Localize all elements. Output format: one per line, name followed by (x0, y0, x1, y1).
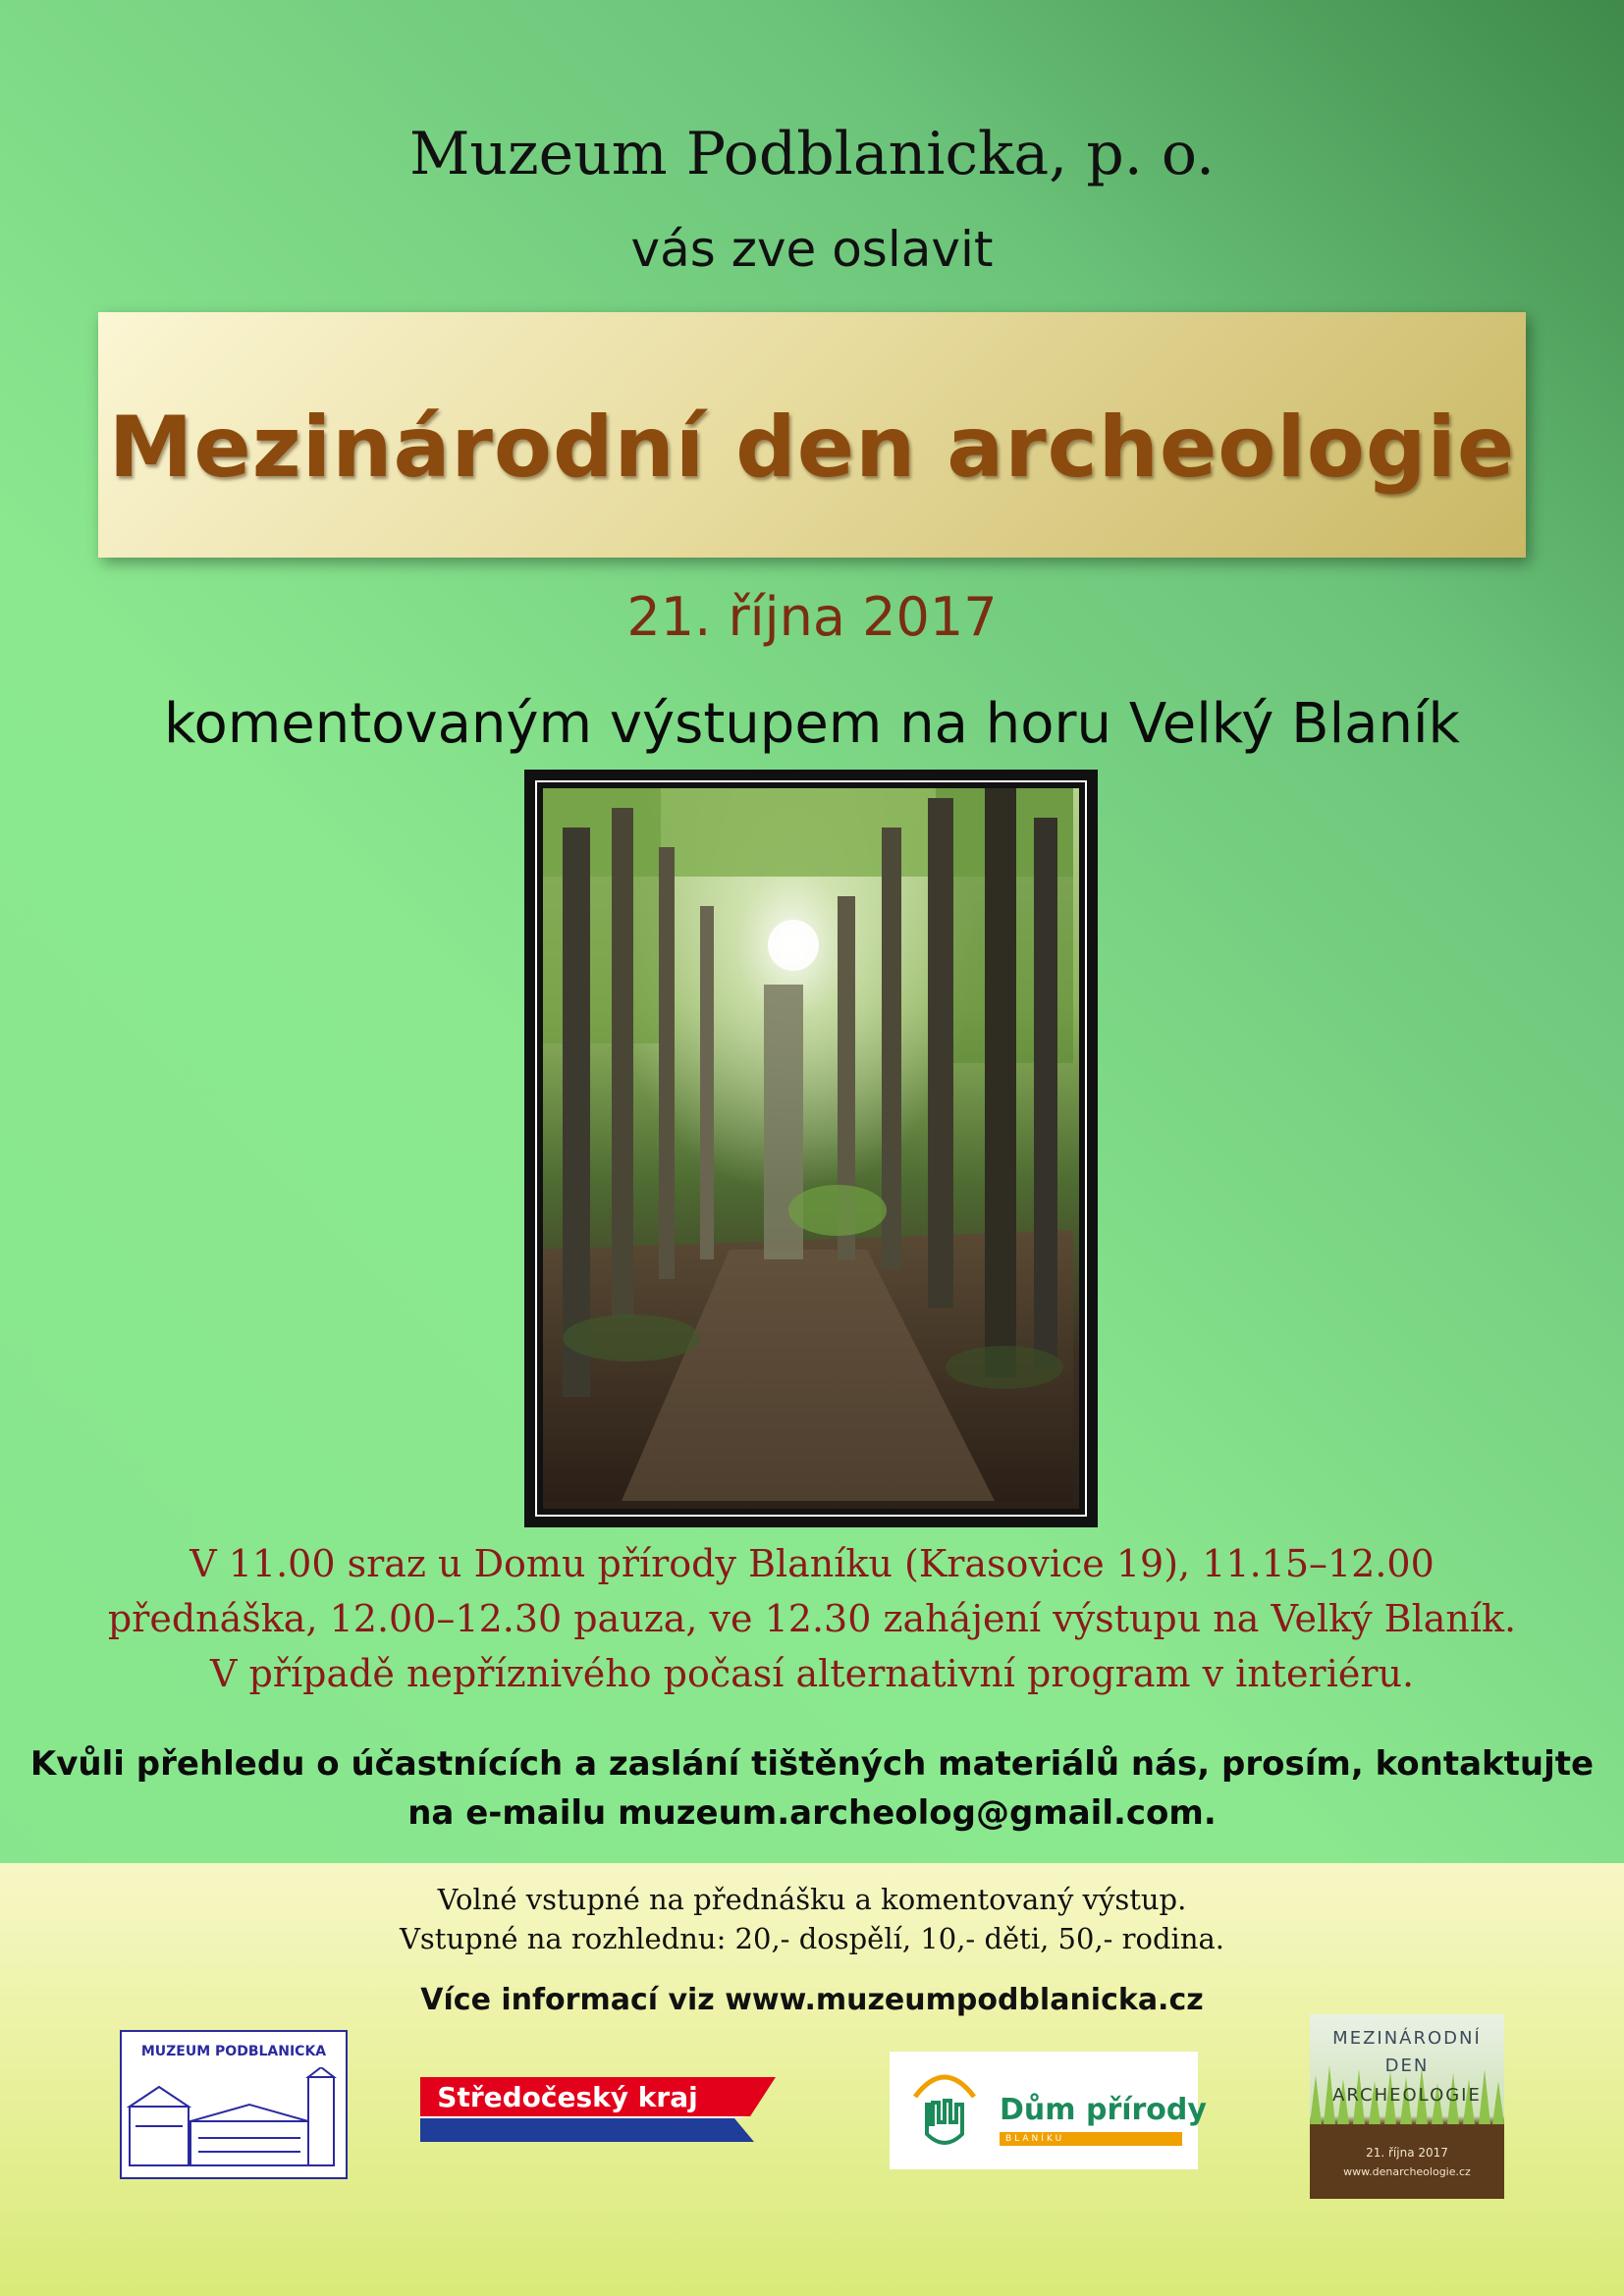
forest-photo-border (535, 780, 1087, 1517)
program-line: V 11.00 sraz u Domu přírody Blaníku (Krasovice 19), 11.15–12.00 (189, 1542, 1435, 1585)
contact-line: na e-mailu muzeum.archeolog@gmail.com. (407, 1793, 1217, 1833)
nature-house-subtext: BLANÍKU (1000, 2132, 1182, 2146)
contact-line: Kvůli přehledu o účastnících a zaslání tištěných materiálů nás, prosím, kontaktujte (29, 1744, 1595, 1784)
admission-info (0, 1880, 1624, 1958)
nature-house-logo (890, 2052, 1207, 2169)
archaeology-logo-line-3: ARCHEOLOGIE (1332, 2085, 1482, 2106)
archaeology-logo-url: www.denarcheologie.cz (1343, 2165, 1471, 2178)
event-subtitle: komentovaným výstupem na horu Velký Blaník (164, 692, 1460, 756)
event-date: 21. října 2017 (626, 586, 998, 648)
program-line: přednáška, 12.00–12.30 pauza, ve 12.30 zahájení výstupu na Velký Blaník. (107, 1597, 1517, 1640)
region-logo (420, 2077, 776, 2142)
archaeology-logo-line-1: MEZINÁRODNÍ (1332, 2028, 1482, 2049)
title-banner (98, 312, 1526, 558)
forest-illustration (543, 788, 1073, 1501)
contact-info (0, 1739, 1624, 1838)
forest-photo (543, 788, 1079, 1509)
archaeology-logo-date: 21. října 2017 (1366, 2146, 1448, 2160)
museum-building-icon (122, 2067, 346, 2175)
admission-line: Vstupné na rozhlednu: 20,- dospělí, 10,- děti, 50,- rodina. (399, 1922, 1225, 1955)
event-title: Mezinárodní den archeologie (108, 399, 1516, 497)
nature-house-text: Dům přírody (1000, 2093, 1207, 2127)
program-line: V případě nepříznivého počasí alternativní program v interiéru. (209, 1652, 1415, 1695)
museum-logo-text: MUZEUM PODBLANICKA (140, 2044, 327, 2059)
admission-line: Volné vstupné na přednášku a komentovaný výstup. (437, 1883, 1187, 1916)
hand-icon (905, 2065, 984, 2154)
more-info-link[interactable]: Více informací viz www.muzeumpodblanicka.cz (420, 1983, 1204, 2017)
program-details (0, 1536, 1624, 1701)
archaeology-logo-line-2: DEN (1384, 2056, 1430, 2076)
forest-photo-frame (524, 770, 1098, 1527)
invitation-text: vás zve oslavit (630, 221, 994, 278)
organization-name: Muzeum Podblanicka, p. o. (408, 120, 1216, 188)
museum-logo (120, 2030, 348, 2179)
region-logo-text: Středočeský kraj (437, 2081, 698, 2113)
archaeology-day-logo (1310, 2014, 1504, 2199)
